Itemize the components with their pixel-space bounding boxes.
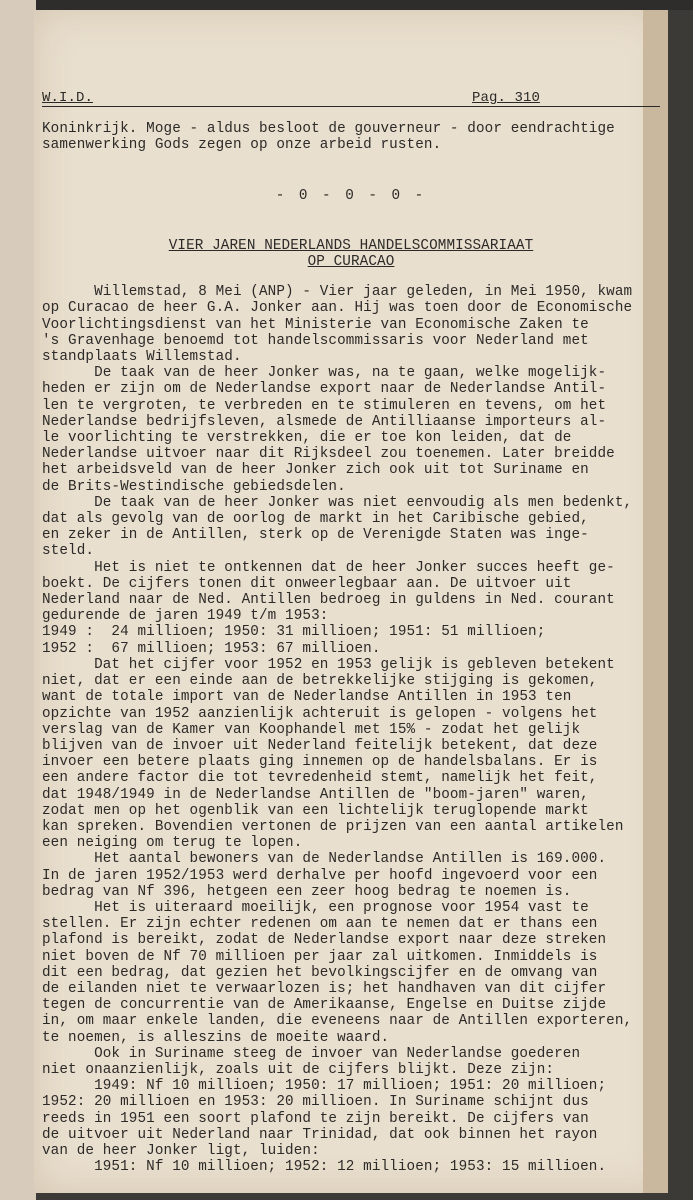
body-line: zodat men op het ogenblik van een lichtelijk teruglopende markt <box>42 802 589 819</box>
article-body <box>42 284 660 1175</box>
body-line: verslag van de Kamer van Koophandel met 15% - zodat het gelijk <box>42 721 581 738</box>
body-line: Het aantal bewoners van de Nederlandse Antillen is 169.000. <box>42 851 607 868</box>
body-line: dat als gevolg van de oorlog de markt in het Caribische gebied, <box>42 511 589 528</box>
body-line: een andere factor die tot tevredenheid stemt, namelijk het feit, <box>42 770 598 787</box>
body-line: Ook in Suriname steeg de invoer van Nederlandse goederen <box>42 1045 581 1062</box>
body-line: plafond is bereikt, zodat de Nederlandse export naar deze streken <box>42 932 607 949</box>
body-line: niet boven de Nf 70 millioen per jaar zal uitkomen. Inmiddels is <box>42 948 598 965</box>
body-line: reeds in 1951 een soort plafond te zijn bereikt. De cijfers van <box>42 1110 589 1127</box>
body-line: blijven van de invoer uit Nederland feitelijk betekent, dat deze <box>42 737 598 754</box>
page-content <box>42 90 660 1175</box>
body-line: op Curacao de heer G.A. Jonker aan. Hij was toen door de Economische <box>42 300 633 317</box>
body-line: opzichte van 1952 aanzienlijk achteruit is gelopen - volgens het <box>42 705 598 722</box>
body-line: De taak van de heer Jonker was niet eenvoudig als men bedenkt, <box>42 494 633 511</box>
body-line: 1949 : 24 millioen; 1950: 31 millioen; 1951: 51 millioen; <box>42 624 546 641</box>
body-line: kan spreken. Bovendien vertonen de prijzen van een aantal artikelen <box>42 818 624 835</box>
body-line: standplaats Willemstad. <box>42 349 242 366</box>
body-line: de eilanden niet te verwaarlozen is; het handhaven van dit cijfer <box>42 980 607 997</box>
body-line: een neiging om terug te lopen. <box>42 835 303 852</box>
body-line: Nederlandse uitvoer naar dit Rijksdeel zou toenemen. Later breidde <box>42 446 615 463</box>
body-line: de uitvoer uit Nederland naar Trinidad, dat ook binnen het rayon <box>42 1126 598 1143</box>
intro-line: samenwerking Gods zegen op onze arbeid rusten. <box>42 137 442 154</box>
body-line: len te vergroten, te verbreden en te stimuleren en tevens, om het <box>42 397 607 414</box>
body-line: in, om maar enkele landen, die eveneens naar de Antillen exporteren, <box>42 1013 633 1030</box>
body-line: want de totale import van de Nederlandse Antillen in 1953 ten <box>42 689 572 706</box>
body-line: 1949: Nf 10 millioen; 1950: 17 millioen; 1951: 20 millioen; <box>42 1078 607 1095</box>
body-line: invoer een betere plaats ging innemen op de handelsbalans. Er is <box>42 754 598 771</box>
body-line: van de heer Jonker ligt, luiden: <box>42 1142 320 1159</box>
body-line: niet, dat er een einde aan de betrekkelijke stijging is gekomen, <box>42 673 598 690</box>
body-line: 1951: Nf 10 millioen; 1952: 12 millioen; 1953: 15 millioen. <box>42 1159 607 1176</box>
body-line: 's Gravenhage benoemd tot handelscommissaris voor Nederland met <box>42 332 589 349</box>
body-line: Willemstad, 8 Mei (ANP) - Vier jaar geleden, in Mei 1950, kwam <box>42 284 633 301</box>
body-line: heden er zijn om de Nederlandse export naar de Nederlandse Antil- <box>42 381 607 398</box>
body-line: niet onaanzienlijk, zoals uit de cijfers blijkt. Deze zijn: <box>42 1061 555 1078</box>
body-line: tegen de concurrentie van de Amerikaanse, Engelse en Duitse zijde <box>42 997 607 1014</box>
body-line: gedurende de jaren 1949 t/m 1953: <box>42 608 329 625</box>
body-line: dit een bedrag, dat gezien het bevolkingscijfer en de omvang van <box>42 964 598 981</box>
article-title: VIER JAREN NEDERLANDS HANDELSCOMMISSARIAAT <box>168 237 534 254</box>
body-line: steld. <box>42 543 95 560</box>
body-line: Het is uiteraard moeilijk, een prognose voor 1954 vast te <box>42 899 589 916</box>
intro-line: Koninkrijk. Moge - aldus besloot de gouverneur - door eendrachtige <box>42 121 615 138</box>
body-line: 1952 : 67 millioen; 1953: 67 millioen. <box>42 640 381 657</box>
body-line: stellen. Er zijn echter redenen om aan te nemen dat er thans een <box>42 916 598 933</box>
body-line: Nederland naar de Ned. Antillen bedroeg in guldens in Ned. courant <box>42 592 615 609</box>
header-source: W.I.D. <box>42 90 94 106</box>
top-dark-strip <box>0 0 693 10</box>
page-header <box>42 90 660 107</box>
document-page <box>34 10 668 1193</box>
article-subtitle: OP CURACAO <box>307 254 395 271</box>
body-line: en zeker in de Antillen, sterk op de Verenigde Staten was inge- <box>42 527 589 544</box>
body-line: te noemen, is alleszins de moeite waard. <box>42 1029 390 1046</box>
body-line: het arbeidsveld van de heer Jonker zich ook uit tot Suriname en <box>42 462 589 479</box>
body-line: boekt. De cijfers tonen dit onweerlegbaar aan. De uitvoer uit <box>42 575 572 592</box>
body-line: 1952: 20 millioen en 1953: 20 millioen. In Suriname schijnt dus <box>42 1094 589 1111</box>
header-page-number: Pag. 310 <box>471 90 540 106</box>
intro-text <box>42 121 660 153</box>
section-separator: - 0 - 0 - 0 - <box>275 187 427 204</box>
body-line: In de jaren 1952/1953 werd derhalve per hoofd ingevoerd voor een <box>42 867 598 884</box>
body-line: Nederlandse bedrijfsleven, alsmede de Antilliaanse importeurs al- <box>42 413 607 430</box>
body-line: De taak van de heer Jonker was, na te gaan, welke mogelijk- <box>42 365 607 382</box>
body-line: dat 1948/1949 in de Nederlandse Antillen de "boom-jaren" waren, <box>42 786 589 803</box>
body-line: le voorlichting te verstrekken, die er toe kon leiden, dat de <box>42 430 572 447</box>
previous-page-edge <box>0 0 36 1200</box>
body-line: Voorlichtingsdienst van het Ministerie van Economische Zaken te <box>42 316 589 333</box>
body-line: de Brits-Westindische gebiedsdelen. <box>42 478 346 495</box>
body-line: bedrag van Nf 396, hetgeen een zeer hoog bedrag te noemen is. <box>42 883 572 900</box>
body-line: Het is niet te ontkennen dat de heer Jonker succes heeft ge- <box>42 559 615 576</box>
body-line: Dat het cijfer voor 1952 en 1953 gelijk is gebleven betekent <box>42 656 615 673</box>
